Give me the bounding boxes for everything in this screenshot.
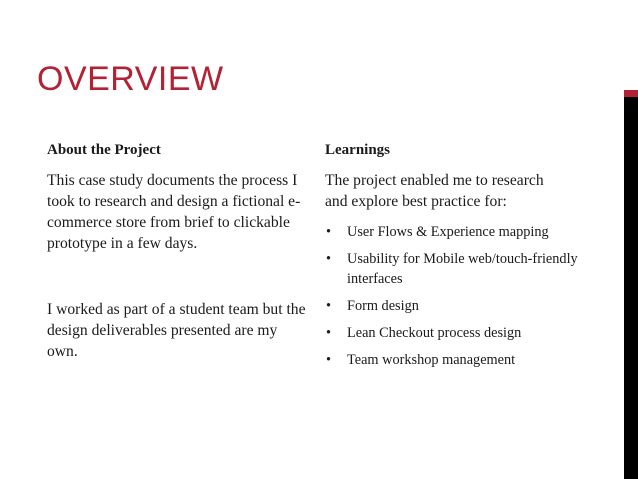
list-item bbox=[325, 222, 605, 242]
side-bar-accent bbox=[624, 90, 638, 97]
about-project-heading: About the Project bbox=[47, 142, 161, 158]
list-item bbox=[325, 323, 605, 343]
list-item bbox=[325, 350, 605, 370]
about-project-column bbox=[47, 140, 307, 362]
bullet-icon: • bbox=[326, 251, 332, 267]
slide-side-bar bbox=[624, 0, 638, 479]
list-item bbox=[325, 249, 605, 289]
bullet-icon: • bbox=[326, 352, 332, 368]
learnings-column bbox=[325, 140, 605, 377]
learnings-heading: Learnings bbox=[325, 142, 391, 158]
list-item-text: Lean Checkout process design bbox=[347, 325, 522, 341]
slide-title: OVERVIEW bbox=[37, 60, 224, 98]
list-item-text: Team workshop management bbox=[347, 352, 516, 368]
bullet-icon: • bbox=[326, 325, 332, 341]
list-item-text: Usability for Mobile web/touch-friendly interfaces bbox=[347, 251, 578, 287]
bullet-icon: • bbox=[326, 298, 332, 314]
list-item-text: Form design bbox=[347, 298, 419, 314]
list-item bbox=[325, 296, 605, 316]
about-paragraph-1: This case study documents the process I took to research and design a fictional e-commerce store from brief to clickable prototype in a few days. bbox=[47, 172, 301, 252]
list-item-text: User Flows & Experience mapping bbox=[347, 224, 549, 240]
learnings-list bbox=[325, 222, 605, 370]
side-bar-dark bbox=[624, 97, 638, 479]
learnings-intro: The project enabled me to research and explore best practice for: bbox=[325, 172, 544, 210]
bullet-icon: • bbox=[326, 224, 332, 240]
about-paragraph-2: I worked as part of a student team but the design deliverables presented are my own. bbox=[47, 301, 306, 360]
